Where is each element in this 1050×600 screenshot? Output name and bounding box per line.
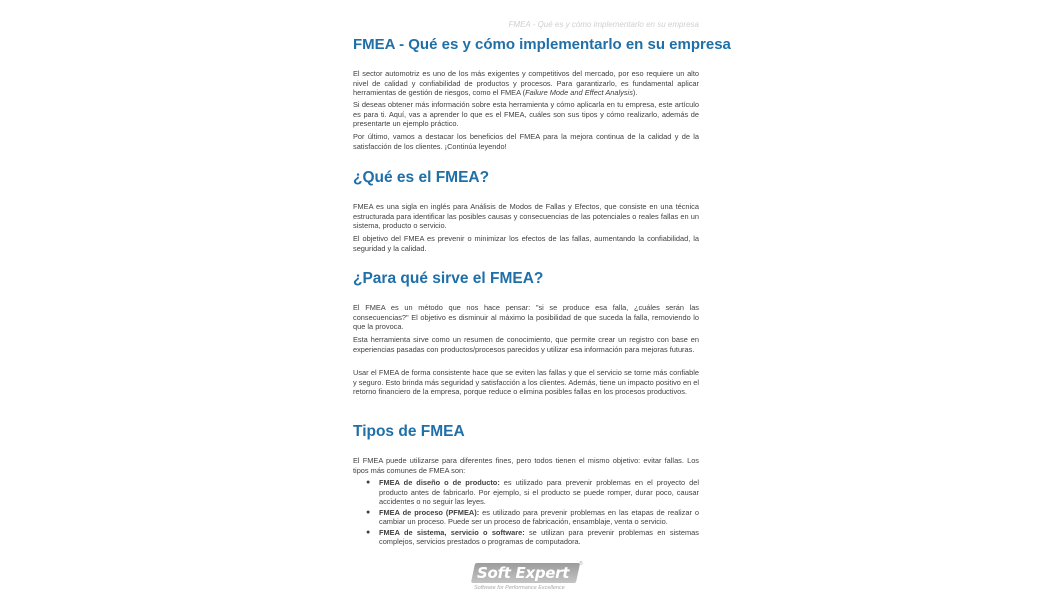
list-item-text: se utilizan para prevenir problemas en sistemas complejos, servicios prestados o programas de computadora.	[379, 527, 699, 546]
section3-paragraph-1: El FMEA puede utilizarse para diferentes fines, pero todos tienen el mismo objetivo: evitar fallas. Los tipos más comunes de FMEA son:	[353, 456, 699, 475]
section1-paragraph-2: El objetivo del FMEA es prevenir o minimizar los efectos de las fallas, aumentando la confiabilidad, la seguridad y la calidad.	[353, 234, 699, 253]
section2-paragraph-1: El FMEA es un método que nos hace pensar: "si se produce esa falla, ¿cuáles serán las consecuencias?" El objetivo es disminuir al máximo la posibilidad de que suceda la falla, removiendo lo que la provoca.	[353, 303, 699, 331]
page-title: FMEA - Qué es y cómo implementarlo en su empresa	[353, 36, 731, 53]
list-item	[366, 527, 699, 547]
bullet-icon: ●	[366, 508, 371, 516]
bullet-icon: ●	[366, 479, 371, 486]
section2-paragraph-2: Esta herramienta sirve como un resumen de conocimiento, que permite crear un registro con base en experiencias pasadas con productos/procesos parecidos y utilizar esa información para mejoras futuras.	[353, 335, 699, 354]
softexpert-logo	[473, 563, 583, 595]
section-heading-purpose: ¿Para qué sirve el FMEA?	[353, 270, 544, 287]
section-heading-types: Tipos de FMEA	[353, 423, 465, 440]
section1-paragraph-1: FMEA es una sigla en inglés para Análisis de Modos de Fallas y Efectos, que consiste en una técnica estructurada para identificar las posibles causas y consecuencias de las potenciales o reales fallas en un sistema, producto o servicio.	[353, 202, 699, 230]
fmea-types-list	[353, 478, 699, 548]
section2-paragraph-3: Usar el FMEA de forma consistente hace que se eviten las fallas y que el servicio se torne más confiable y seguro. Esto brinda más seguridad y satisfacción a los clientes. Además, tiene un impacto positivo en el retorno financiero de la empresa, porque reduce o elimina posibles fallas en los procesos productivos.	[353, 368, 699, 396]
logo-registered-mark: ®	[579, 561, 583, 567]
intro-paragraph-1	[353, 69, 699, 98]
logo-tagline: Software for Performance Excellence	[474, 585, 565, 591]
intro-paragraph-1-text: El sector automotriz es uno de los más exigentes y competitivos del mercado, por eso requiere un alto nivel de calidad y confiabilidad de productos y procesos. Para garantizarlo, es fundamental aplicar herramientas de gestión de riesgos, como el FMEA (	[353, 69, 699, 97]
intro-paragraph-2: Si deseas obtener más información sobre esta herramienta y cómo aplicarla en tu empresa, este artículo es para ti. Aquí, vas a aprender lo que es el FMEA, cuáles son sus tipos y cómo realizarlo, además de presentarte un ejemplo práctico.	[353, 100, 699, 128]
bullet-icon: ●	[366, 528, 371, 536]
list-item-text: es utilizado para prevenir problemas en el proyecto del producto antes de fabricarlo. Por ejemplo, si el producto se puede romper, durar poco, causar accidentes o no seguir las leyes.	[379, 478, 699, 506]
logo-text: Soft Expert	[477, 564, 570, 582]
list-item-term: FMEA de sistema, servicio o software:	[379, 527, 525, 537]
running-header: FMEA - Qué es y cómo implementarlo en su empresa	[508, 20, 699, 29]
intro-paragraph-1-italic: Failure Mode and Effect Analysis	[525, 88, 633, 97]
intro-paragraph-3: Por último, vamos a destacar los beneficios del FMEA para la mejora continua de la calidad y de la satisfacción de los clientes. ¡Continúa leyendo!	[353, 132, 699, 151]
list-item	[366, 507, 699, 527]
list-item-text: es utilizado para prevenir problemas en las etapas de realizar o cambiar un proceso. Puede ser un proceso de fabricación, ensamblaje, venta o servicio.	[379, 507, 699, 526]
list-item-term: FMEA de diseño o de producto:	[379, 478, 500, 487]
list-item	[366, 478, 699, 507]
section-heading-what-is: ¿Qué es el FMEA?	[353, 169, 490, 186]
list-item-term: FMEA de proceso (PFMEA):	[379, 507, 480, 517]
intro-paragraph-1-end: ).	[632, 88, 638, 97]
document-page	[353, 0, 731, 600]
